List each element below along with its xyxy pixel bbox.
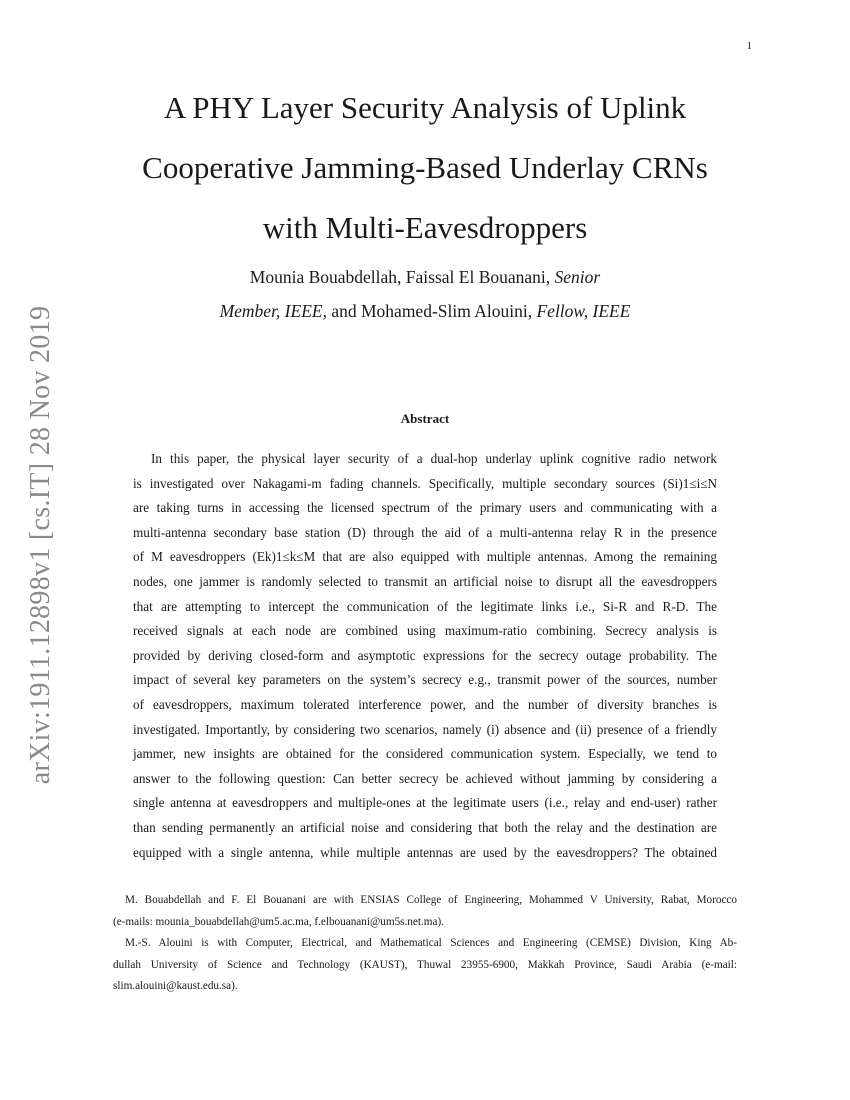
author-line <box>150 294 700 328</box>
author-names: and Mohamed-Slim Alouini, <box>326 301 537 321</box>
author-line <box>150 260 700 294</box>
abstract-line: investigated. Importantly, by considering two scenarios, namely (i) absence and (ii) presence of a friendly <box>133 721 717 737</box>
abstract-line: answer to the following question: Can better secrecy be achieved without jamming by considering a <box>133 770 717 786</box>
abstract-line: of M eavesdroppers (Ek)1≤k≤M that are also equipped with multiple antennas. Among the remaining <box>133 549 717 565</box>
title-line: A PHY Layer Security Analysis of Uplink <box>163 90 687 125</box>
title-line: with Multi-Eavesdroppers <box>262 210 588 245</box>
abstract-line: received signals at each node are combined using maximum-ratio combining. Secrecy analysis is <box>133 623 717 639</box>
abstract-line: jammer, new insights are obtained for the considered communication system. Especially, we tend to <box>133 746 717 762</box>
arxiv-stamp: arXiv:1911.12898v1 [cs.IT] 28 Nov 2019 <box>25 305 56 785</box>
footnote-line: slim.alouini@kaust.edu.sa). <box>113 980 238 992</box>
author-role: Member, IEEE, <box>219 301 327 321</box>
abstract-heading: Abstract <box>400 411 450 426</box>
abstract-line: that are attempting to intercept the communication of the legitimate links i.e., Si-R and R-D. The <box>133 598 717 614</box>
author-footnotes <box>113 890 737 998</box>
author-role: Fellow, IEEE <box>536 301 631 321</box>
author-list <box>150 260 700 328</box>
page-number: 1 <box>746 40 752 52</box>
footnote-line: M. Bouabdellah and F. El Bouanani are with ENSIAS College of Engineering, Mohammed V University, Rabat, Morocco <box>125 894 737 906</box>
abstract-line: of eavesdroppers, maximum tolerated interference power, and the number of diversity branches is <box>133 696 717 712</box>
author-names: Mounia Bouabdellah, Faissal El Bouanani, <box>249 267 555 287</box>
author-role: Senior <box>554 267 601 287</box>
abstract-line: equipped with a single antenna, while multiple antennas are used by the eavesdroppers? The obtained <box>133 844 717 860</box>
abstract-line: nodes, one jammer is randomly selected to transmit an artificial noise to disrupt all the eavesdroppers <box>133 573 717 589</box>
abstract-body <box>133 447 717 865</box>
abstract-line: provided by deriving closed-form and asymptotic expressions for the secrecy outage probability. The <box>133 647 717 663</box>
footnote-line: dullah University of Science and Technology (KAUST), Thuwal 23955-6900, Makkah Province, Saudi Arabia (e-mail: <box>113 958 737 971</box>
footnote-line: M.-S. Alouini is with Computer, Electrical, and Mathematical Sciences and Engineering (CEMSE) Division, King Ab- <box>125 937 737 949</box>
footnote-line: (e-mails: mounia_bouabdellah@um5.ac.ma, f.elbouanani@um5s.net.ma). <box>113 915 444 928</box>
abstract-line: are taking turns in accessing the licensed spectrum of the primary users and communicating with a <box>133 500 717 516</box>
abstract-line: than sending permanently an artificial noise and considering that both the relay and the destination are <box>133 819 717 835</box>
abstract-line: is investigated over Nakagami-m fading channels. Specifically, multiple secondary sources (Si)1≤i≤N <box>133 475 717 491</box>
title-line: Cooperative Jamming-Based Underlay CRNs <box>142 150 708 185</box>
abstract-line: impact of several key parameters on the system’s secrecy e.g., transmit power of the sources, number <box>133 672 717 688</box>
abstract-line: single antenna at eavesdroppers and multiple-ones at the legitimate users (i.e., relay and end-user) rather <box>133 795 717 811</box>
paper-title <box>95 78 755 258</box>
abstract-line: multi-antenna secondary base station (D) through the aid of a multi-antenna relay R in the presence <box>133 524 717 540</box>
abstract-line: In this paper, the physical layer security of a dual-hop underlay uplink cognitive radio network <box>151 451 717 466</box>
